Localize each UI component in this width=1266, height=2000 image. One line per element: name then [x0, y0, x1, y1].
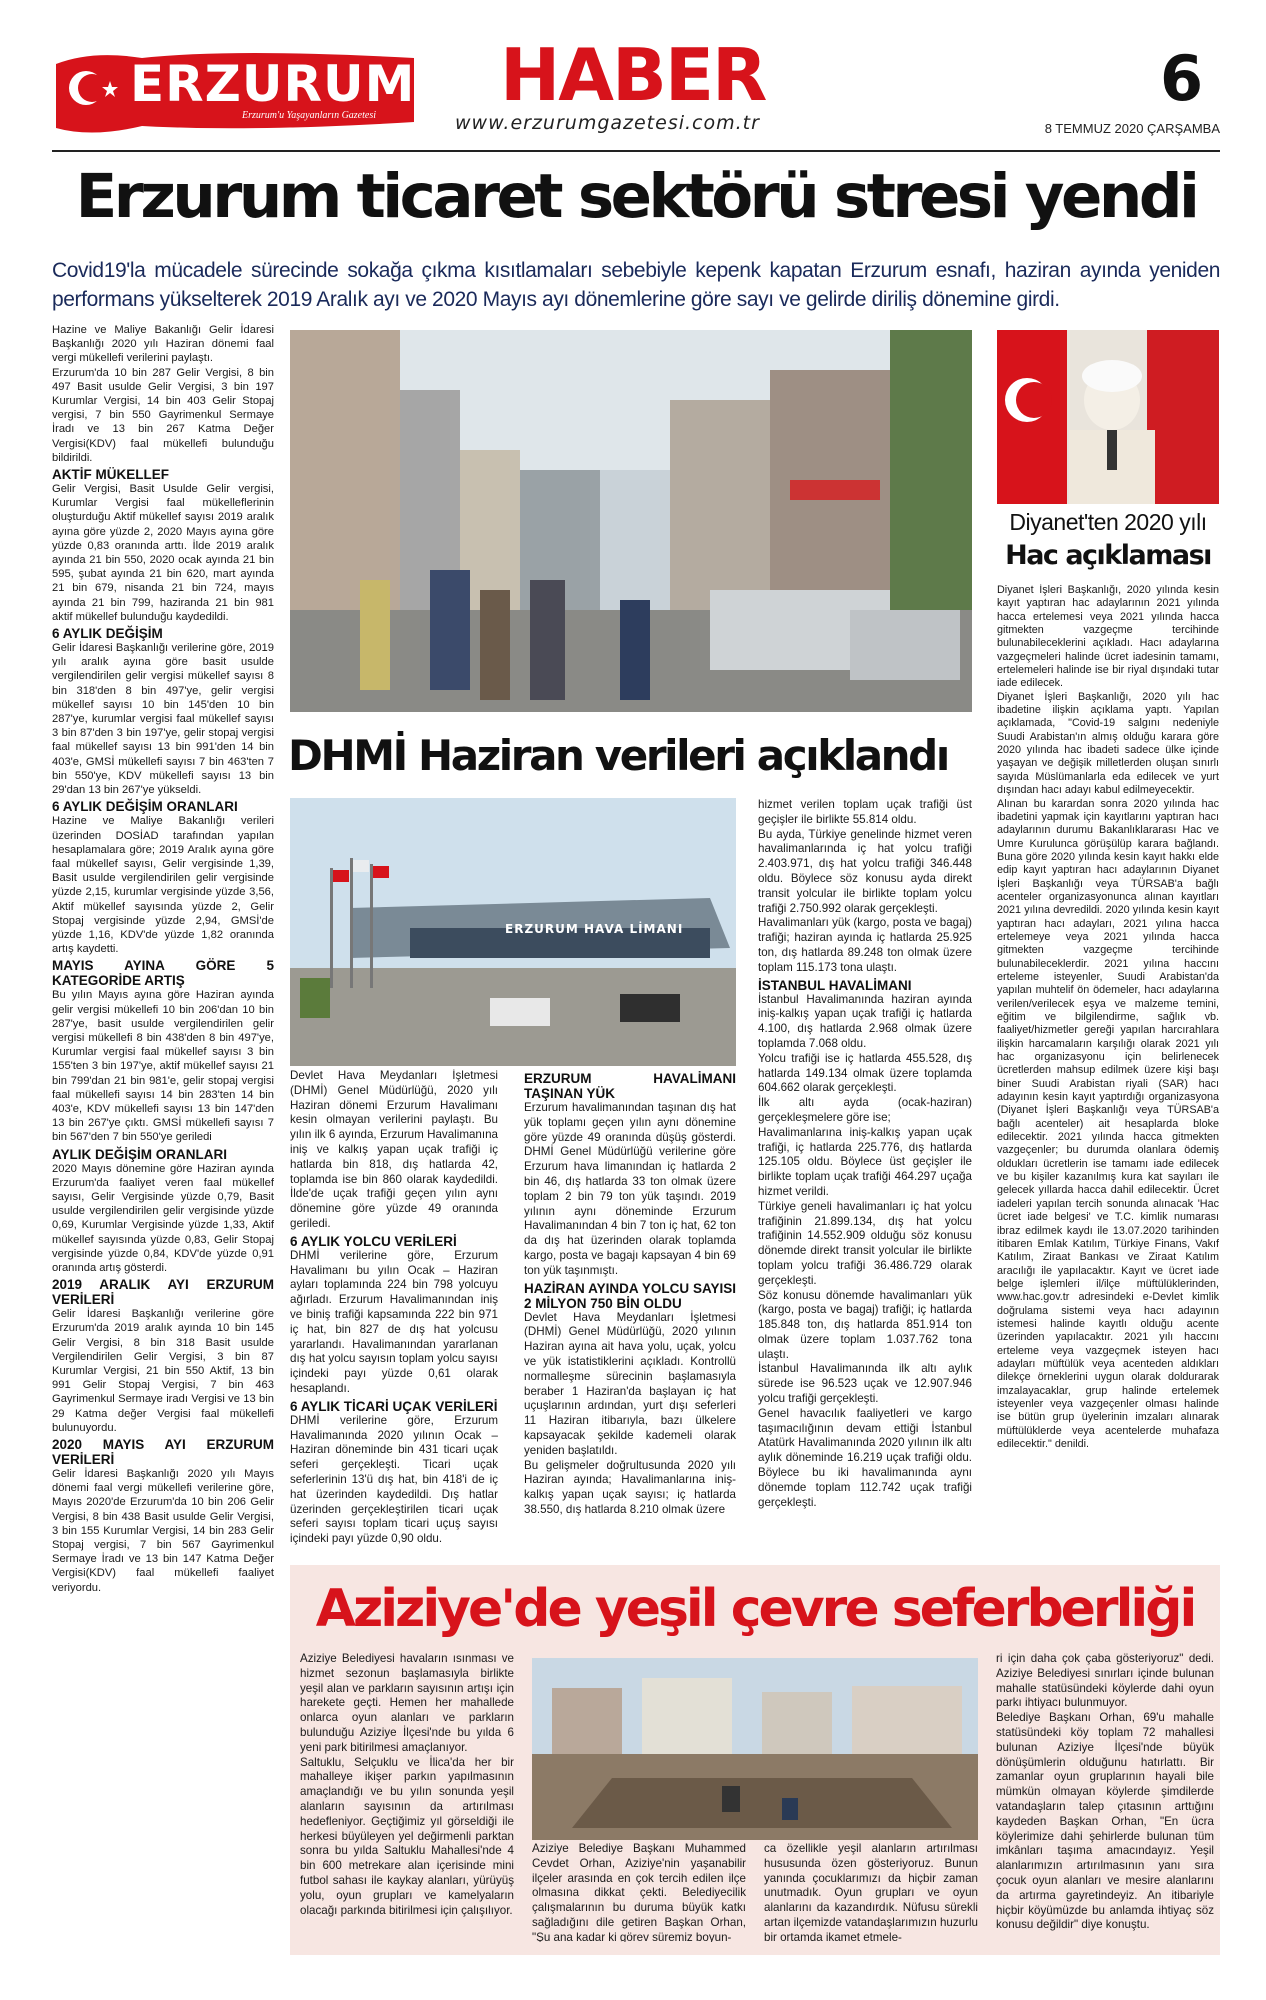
subheading: 2019 ARALIK AYI ERZURUM VERİLERİ: [52, 1277, 274, 1308]
subheading: 6 AYLIK YOLCU VERİLERİ: [290, 1233, 457, 1249]
paragraph: Bu yılın Mayıs ayına göre Haziran ayında gelir vergisi mükellefi 10 bin 206'dan 10 bin 287'ye, basit usulde vergilendirilen gelir vergisi mükellefi 8 bin 438'den 8 bin 497'ye, Kurumlar vergisi faal mükellef sayısı 3 bin 155'ten 3 bin 197'ye, aktif mükellef sayısı 21 bin 799'dan 21 bin 981'e, gelir stopaj vergisi faal mükellefi sayısı 14 bin 283'ten 14 bin 403'e, KDV mükellefi sayısı 13 bin 147'den 13 bin 267'ye çıktı. GMSİ mükellefi sayısı 7 bin 567'den 7 bin 550'ye geriledi: [52, 989, 274, 1144]
subheading: İSTANBUL HAVALİMANI: [758, 977, 912, 993]
dhmi-body-column: [290, 1069, 498, 1569]
paragraph: Alınan bu karardan sonra 2020 yılında hac ibadetini yapmak için kayıtlarını yaptıran hacı adaylarının durumu Bakanlıklararası Hac ve Umre Kurulunca görüşülüp karara bağlandı. Buna göre 2020 yılında kesin kayıt hakkı elde edip kayıt yaptıran hacı adaylarının Diyanet İşleri Başkanlığı veya TÜRSAB'a bağlı acenteler organizasyonunca alınan kayıtları 2021 yılına devredildi. 2020 yılında kesin kayıt yaptıran hacı adayları, 2021 yılına hacca ertelemeye veya 2021 yılında hacca gitmekten vazgeçme tercihinde bulunabileceklerdir. 2021 yılına haccını erteleme isteyenler, Suudi Arabistan'da yapılan muhtelif ön ödemeler, hacı adaylarına verilen/verilecek eşya ve malzeme temini, eğitim ve bilgilendirme, sağlık vb. faaliyet/hizmetler gereği yapılan harcırahlara ilişkin harcamaların karşılığı olarak 2021 yılı hac organizasyonu için belirlenecek ücretlerden mahsup edilmek üzere kişi başı biner Suudi Arabistan riyali (SAR) hacı adayının kesin kayıt yaptırdığı organizasyona (Diyanet İşleri Başkanlığı veya TÜRSAB'a bağlı acenteler) ait hesaplarda bloke edilecektir. 2021 yılında hacca gitmekten vazgeçenler; bu durumda olanlara ödemiş oldukları ücretlerin ise tamamı iade edilecek ve bu kişiler kazanılmış kura kat sayıları ile gelecek yıllarda hacca dahil edilecektir. Ücret iadeleri yapılan tercih sonunda alınacak 'Hac ücret iade belgesi' ve T.C. kimlik numarası ibraz edilmek kaydı ile 13.07.2020 tarihinden itibaren Emlak Katılım, Türkiye Finans, Vakıf Katılım, Ziraat Bankası ve Ziraat Katılım aracılığı ile yapılacaktır. Kayıt ve ücret iade belge işlemleri il/ilçe müftülüklerinden, www.hac.gov.tr adresindeki e-Devlet kimlik doğrulama sistemi veya hacı adayının istemesi halinde kayıtlı olduğu acente üzerinden yapılacaktır. 2021 yılı haccını erteleme veya vazgeçmek isteyen hacı adayları müftülük veya acenteden aldıkları dilekçe örneklerini uygun olarak doldurarak imzalayacaklar, grup halinde ertelemek isteyenler veya vazgeçenler olması halinde ise bütün grup üyelerinin imzaları alınarak müftülüklerde veya acentelerde muhafaza edilecektir." denildi.: [997, 797, 1219, 1450]
paragraph: Devlet Hava Meydanları İşletmesi (DHMİ) Genel Müdürlüğü, 2020 yılının Haziran ayına ait hava yolu, uçak, yolcu ve yük istatistiklerini açıkladı. Kontrollü normalleşme sürecinin başlamasıyla beraber 1 Haziran'da başlayan iç hat uçuşlarının ardından, yurt dışı seferleri 11 Haziran itibarıyla, bazı ülkelere kapsayacak şekilde kademeli olarak yeniden başlatıldı.: [524, 1310, 736, 1457]
aziziye-body-column: [300, 1652, 514, 1942]
paragraph: Saltuklu, Selçuklu ve İlica'da her bir mahalleye ikişer parkın yapılmasının amaçlandığı ve bu yılın sonunda yeşil alanların sayısının da artırılması hedefleniyor. Geçtiğimiz yıl görseldiği ile herkesi büyüleyen yel değirmenli parktan sonra bu yılda Saltuklu Mahallesi'nde 4 bin 600 metrekare alan içerisinde mini futbol sahası ile kaykay alanları, yürüyüş yolu, oyun grupları ve kamelyaların olacağı parkında bitirilmesi için çalışılıyor.: [300, 1755, 514, 1917]
paragraph: 2020 Mayıs dönemine göre Haziran ayında Erzurum'da faaliyet veren faal mükellef sayısı, Gelir Vergisinde yüzde 0,79, Basit usulde vergilendirilen gelir vergisinde yüzde 0,69, Kurumlar Vergisinde yüzde 1,33, Aktif mükellef sayısında yüzde 0,83, Gelir Stopaj vergisinde yüzde 0,84, KDV'de yüzde 0,91 oranında artış gösterdi.: [52, 1162, 274, 1274]
paragraph: ri için daha çok çaba gösteriyoruz" dedi. Aziziye Belediyesi sınırları içinde bulunan mahalle statüsündeki köylerde dahi oyun parkı ihtiyacı bulunmuyor.: [996, 1652, 1214, 1710]
paragraph: Havalimanları yük (kargo, posta ve bagaj) trafiği; haziran ayında iç hatlarda 25.925 ton, dış hatlarda 89.248 ton olmak üzere toplam 115.173 tona ulaştı.: [758, 916, 972, 974]
paragraph: Gelir İdaresi Başkanlığı verilerine göre, 2019 yılı aralık ayına göre basit usulde vergilendirilen gelir vergisi mükellef sayısı 8 bin 318'den 8 bin 497'ye, gelir vergisi mükellef sayısı 10 bin 145'den 10 bin 287'ye, kurumlar vergisi faal mükellef sayısı 3 bin 87'den 3 bin 197'ye, gelir stopaj vergisi faal mükellef sayısı 13 bin 991'den 14 bin 403'e, GMSİ mükellefi sayısı 7 bin 463'ten 7 bin 550'ye, KDV mükellefi sayısı 13 bin 29'dan 13 bin 267'ye yükseldi.: [52, 642, 274, 797]
paragraph: İlk altı ayda (ocak-haziran) gerçekleşmelere göre ise;: [758, 1096, 972, 1124]
paragraph: Erzurum'da 10 bin 287 Gelir Vergisi, 8 bin 497 Basit usulde Gelir Vergisi, 3 bin 197 Kurumlar Vergisi, 14 bin 403 Gelir Stopaj vergisi, 7 bin 550 Gayrimenkul Sermaye İradı ve 13 bin 267 Katma Değer Vergisi(KDV) faal mükellefi bulunduğu bildirildi.: [52, 366, 274, 464]
paragraph: Gelir İdaresi Başkanlığı verilerine göre Erzurum'da 2019 aralık ayında 10 bin 145 Gelir Vergisi, 8 bin 318 Basit usulde Vergilendirilen Gelir Vergisi, 3 bin 87 Kurumlar Vergisi, 21 bin 550 Aktif, 13 bin 991 Gelir Stopaj Vergisi, 7 bin 463 Gayrimenkul Sermaye iradı Vergisi ve 13 bin 29 Katma değer Vergisi faal mükellefi bulunuyordu.: [52, 1308, 274, 1434]
street-photo: [290, 330, 972, 712]
paragraph: İstanbul Havalimanında ilk altı aylık sürede ise 96.523 uçak ve 12.907.946 yolcu trafiği gerçekleşti.: [758, 1362, 972, 1406]
masthead-rule: [52, 150, 1220, 152]
subheading: 6 AYLIK TİCARİ UÇAK VERİLERİ: [290, 1398, 498, 1414]
paragraph: Türkiye geneli havalimanları iç hat yolcu trafiğinin 21.899.134, dış hat yolcu trafiğinin 14.552.909 olduğu söz konusu dönemde direkt transit yolcular ile birlikte toplam yolcu trafiği 36.486.729 olarak gerçekleşti.: [758, 1199, 972, 1287]
paragraph: Hazine ve Maliye Bakanlığı Gelir İdaresi Başkanlığı 2020 yılı Haziran dönemi faal vergi mükellefi verilerini paylaştı.: [52, 324, 274, 365]
lead-headline: Erzurum ticaret sektörü stresi yendi: [75, 161, 1197, 232]
page-number: 6: [1160, 42, 1204, 115]
paragraph: DHMİ verilerine göre, Erzurum Havalimanı bu yılın Ocak – Haziran ayları toplamında 224 bin 798 yolcuyu ağırladı. Erzurum Havalimanından iniş ve biniş trafiği kapsamında 222 bin 971 iç hat, bin 827 de dış hat yolcusu yararlandı. Havalimanından yararlanan dış hat yolcu sayısın toplam yolcu sayısı içindeki payı yüzde 0,61 olarak hesaplandı.: [290, 1248, 498, 1395]
paragraph: Hazine ve Maliye Bakanlığı verileri üzerinden DOSİAD tarafından yapılan hesaplamalara göre; 2019 Aralık ayına göre faal mükellef sayısı, Gelir vergisinde 1,39, Basit usulde vergilendirilen gelir vergisinde yüzde 2,15, kurumlar vergisinde yüzde 3,56, Aktif mükellef sayısında yüzde 2, Gelir Stopaj vergisinde yüzde 2,94, GMSİ'de yüzde 1,16, KDV'de yüzde 1,82 oranında artış kaydetti.: [52, 815, 274, 956]
logo-tagline: Erzurum'u Yaşayanların Gazetesi: [242, 110, 377, 121]
paragraph: DHMİ verilerine göre, Erzurum Havalimanında 2020 yılının Ocak – Haziran döneminde bin 431 ticari uçak seferi gerçekleşti. Ticari uçak seferlerinin 13'ü dış hat, bin 418'i de iç hat üzerinden kaydedildi. Dış hatlar üzerinden gerçekleştirilen ticari uçak seferi sayısı toplam ticari uçuş sayısı içindeki payı yüzde 0,90 oldu.: [290, 1413, 498, 1546]
airport-photo: [290, 798, 736, 1066]
paragraph: hizmet verilen toplam uçak trafiği üst geçişler ile birlikte 55.814 oldu.: [758, 798, 972, 826]
website-link[interactable]: www.erzurumgazetesi.com.tr: [455, 112, 760, 134]
paragraph: Yolcu trafiği ise iç hatlarda 455.528, dış hatlarda 149.134 olmak üzere toplamda 604.662 olarak gerçekleşti.: [758, 1051, 972, 1095]
paragraph: Havalimanlarına iniş-kalkış yapan uçak trafiği, iç hatlarda 225.776, dış hatlarda 125.105 oldu. Böylece üst geçişler ile birlikte toplam uçak trafiği 464.297 uçağa hizmet verildi.: [758, 1125, 972, 1198]
subheading: ERZURUM HAVALİMANI TAŞINAN YÜK: [524, 1071, 736, 1101]
section-title: HABER: [500, 33, 766, 117]
park-photo: [532, 1658, 978, 1840]
aziziye-body-column: [764, 1842, 978, 1942]
airport-sign: ERZURUM HAVA LİMANI: [505, 922, 684, 936]
subheading: MAYIS AYINA GÖRE 5 KATEGORİDE ARTIŞ: [52, 958, 274, 989]
subheading: AKTİF MÜKELLEF: [52, 467, 169, 483]
subheading: 2020 MAYIS AYI ERZURUM VERİLERİ: [52, 1437, 274, 1468]
lead-deck: Covid19'la mücadele sürecinde sokağa çıkma kısıtlamaları sebebiyle kepenk kapatan Erzurum esnafı, haziran ayında yeniden performans yükselterek 2019 Aralık ayı ve 2020 Mayıs ayı dönemlerine göre sayı ve gelirde diriliş dönemine girdi.: [52, 259, 1220, 311]
aziziye-headline: Aziziye'de yeşil çevre seferberliği: [315, 1579, 1195, 1639]
diyanet-kicker: Diyanet'ten 2020 yılı: [1009, 509, 1207, 535]
paragraph: Söz konusu dönemde havalimanları yük (kargo, posta ve bagaj) trafiği; iç hatlarda 185.848 ton, dış hatlarda 851.914 ton olmak üzere toplam 1.037.762 tona ulaştı.: [758, 1288, 972, 1361]
paragraph: Diyanet İşleri Başkanlığı, 2020 yılı hac ibadetine ilişkin açıklama yaptı. Yapılan açıklamada, "Covid-19 salgını nedeniyle Suudi Arabistan'ın almış olduğu karara göre 2020 yılında hac ibadeti sadece ülke içinde yaşayan ve değişik milletlerden oluşan sınırlı sayıda Müslümanlarla eda edilecek ve yurt dışından hacı adayı kabul edilmeyecektir.: [997, 690, 1219, 797]
paragraph: İstanbul Havalimanında haziran ayında iniş-kalkış yapan uçak trafiği iç hatlarda 4.100, dış hatlarda 2.968 olmak üzere toplamda 7.068 oldu.: [758, 992, 972, 1050]
subheading: AYLIK DEĞİŞİM ORANLARI: [52, 1146, 228, 1162]
aziziye-body-column: [532, 1842, 746, 1942]
diyanet-headline: Hac açıklaması: [1005, 540, 1211, 571]
lead-body-column: [52, 323, 274, 1943]
masthead: [0, 0, 1266, 150]
paragraph: ca özellikle yeşil alanların artırılması hususunda özen gösteriyoruz. Bunun yanında çocuklarımızı da hiçbir zaman unutmadık. Oyun grupları ve oyun alanlarını da kazandırdık. Nüfusu sürekli artan ilçemizde vatandaşlarımızın huzurlu bir ortamda ikamet etmele-: [764, 1842, 978, 1942]
paragraph: Gelir İdaresi Başkanlığı 2020 yılı Mayıs dönemi faal vergi mükellefi verilerine göre, Mayıs 2020'de Erzurum'da 10 bin 206 Gelir Vergisi, 8 bin 438 Basit usulde Gelir Vergisi, 3 bin 155 Kurumlar Vergisi, 14 bin 283 Gelir Stopaj vergisi, 7 bin 567 Gayrimenkul Sermaye İradı ve 13 bin 147 Katma Değer Vergisi(KDV) faal mükellefi faaliyet veriyordu.: [52, 1468, 274, 1594]
dhmi-body-column: [524, 1069, 736, 1569]
issue-date: 8 TEMMUZ 2020 ÇARŞAMBA: [1044, 121, 1220, 136]
subheading: 6 AYLIK DEĞİŞİM: [52, 626, 163, 642]
paragraph: Genel havacılık faaliyetleri ve kargo taşımacılığının devam ettiği İstanbul Atatürk Havalimanında 2020 yılının ilk altı aylık döneminde 16.219 uçak trafiği oldu. Böylece bu iki havalimanında aynı dönemde toplam 112.742 uçak trafiği gerçekleşti.: [758, 1406, 972, 1509]
diyanet-photo: [997, 330, 1219, 504]
diyanet-body-column: [997, 584, 1219, 1541]
paragraph: Bu gelişmeler doğrultusunda 2020 yılı Haziran ayında; Havalimanlarına iniş-kalkış yapan uçak sayısı; iç hatlarda 38.550, dış hatlarda 8.210 olmak üzere: [524, 1458, 736, 1516]
paragraph: Devlet Hava Meydanları İşletmesi (DHMİ) Genel Müdürlüğü, 2020 yılı Haziran dönemi Erzurum Havalimanı kesin olmayan verilerini paylaştı. Bu yılın ilk 6 ayında, Erzurum Havalimanına iniş ve kalkış yapan uçak trafiği iç hatlarda bin 818, dış hatlarda 42, toplamda ise bin 860 olarak kaydedildi. İlde'de uçak trafiği geçen yılın aynı dönemine göre yüzde 49 oranında geriledi.: [290, 1069, 498, 1230]
paragraph: Aziziye Belediyesi havaların ısınması ve hizmet sezonun başlamasıyla birlikte yeşil alan ve parkların sayısının artışı için harekete geçti. Hemen her mahallede onlarca oyun alanları ve parkların bulunduğu Aziziye İlçesi'nde bu yılda 6 yeni park bitirilmesi amaçlanıyor.: [300, 1652, 514, 1754]
aziziye-body-column: [996, 1652, 1214, 1942]
paragraph: Erzurum havalimanından taşınan dış hat yük toplamı geçen yılın aynı dönemine göre yüzde 49 oranında düşüş gösterdi. DHMİ Genel Müdürlüğü verilerine göre Erzurum hava limanından iç hatlarda 2 bin 46, dış hatlarda 33 ton olmak üzere toplam 2 bin 79 ton yük taşındı. 2019 yılının aynı döneminde Erzurum Havalimanından 4 bin 7 ton iç hat, 62 ton da dış hat üzerinden olarak toplamda kargo, posta ve bagajı kapsayan 4 bin 69 ton yük taşınmıştı.: [524, 1101, 736, 1277]
dhmi-body-column: [758, 798, 972, 1568]
paragraph: Diyanet İşleri Başkanlığı, 2020 yılında kesin kayıt yaptıran hac adaylarının 2021 yılında hacca ertelemesi veya 2021 yılında hacca gitmekten vazgeçme tercihinde bulunabileceklerini açıkladı. Hacı adaylarına vazgeçmeleri halinde ücret iadesinin tamamı, ertelemeleri halinde ise bir riyal dışındaki tutar iade edilecek.: [997, 584, 1219, 690]
dhmi-headline: DHMİ Haziran verileri açıklandı: [288, 731, 948, 780]
paragraph: Bu ayda, Türkiye genelinde hizmet veren havalimanlarında iç hat yolcu trafiği 2.403.971, dış hat yolcu trafiği 346.448 oldu. Böylece söz konusu ayda direkt transit yolcular ile birlikte toplam yolcu trafiği 2.750.992 olarak gerçekleşti.: [758, 827, 972, 915]
logo-text: ERZURUM: [130, 55, 416, 113]
paragraph: Gelir Vergisi, Basit Usulde Gelir vergisi, Kurumlar Vergisi faal mükelleflerinin oluşturduğu Aktif mükellef sayısı 2019 aralık ayına göre yüzde 2, 2020 Mayıs ayına göre yüzde 0,83 oranında arttı. İlde 2019 aralık ayında 21 bin 550, 2020 ocak ayında 21 bin 595, şubat ayında 21 bin 620, mart ayında 21 bin 679, nisanda 21 bin 724, mayıs ayında 21 bin 799, haziranda 21 bin 981 aktif mükellef bulunduğu kaydedildi.: [52, 483, 274, 623]
subheading: 6 AYLIK DEĞİŞİM ORANLARI: [52, 799, 238, 815]
logo: [52, 46, 418, 138]
paragraph: Aziziye Belediye Başkanı Muhammed Cevdet Orhan, Aziziye'nin yaşanabilir ilçeler arasında en çok tercih edilen ilçe olmasına dikkat çekti. Belediyecilik çalışmalarının bu duruma büyük katkı sağladığını dile getiren Başkan Orhan, "Şu ana kadar ki görev süremiz boyun-: [532, 1842, 746, 1942]
paragraph: Belediye Başkanı Orhan, 69'u mahalle statüsündeki köy toplam 72 mahallesi bulunan Aziziye İlçesi'nde büyük dönüşümlerin olduğunu hatırlattı. Bir zamanlar oyun gruplarının hayali bile mümkün olmayan köylerde şimdilerde vatandaşların talep çıtasının arttığını kaydeden Başkan Orhan, "En ücra köylerimize dahi şehirlerde bulunan tüm imkânları taşıma amacındayız. Yeşil alanlarımızın artırılmasının yanı sıra çocuk oyun alanları ve mesire alanlarını da artırma gayretindeyiz. An itibariyle hiçbir köyümüzde bu anlamda ihtiyaç söz konusu değildir" diye konuştu.: [996, 1711, 1214, 1932]
subheading: HAZİRAN AYINDA YOLCU SAYISI 2 MİLYON 750 BİN OLDU: [524, 1280, 736, 1311]
